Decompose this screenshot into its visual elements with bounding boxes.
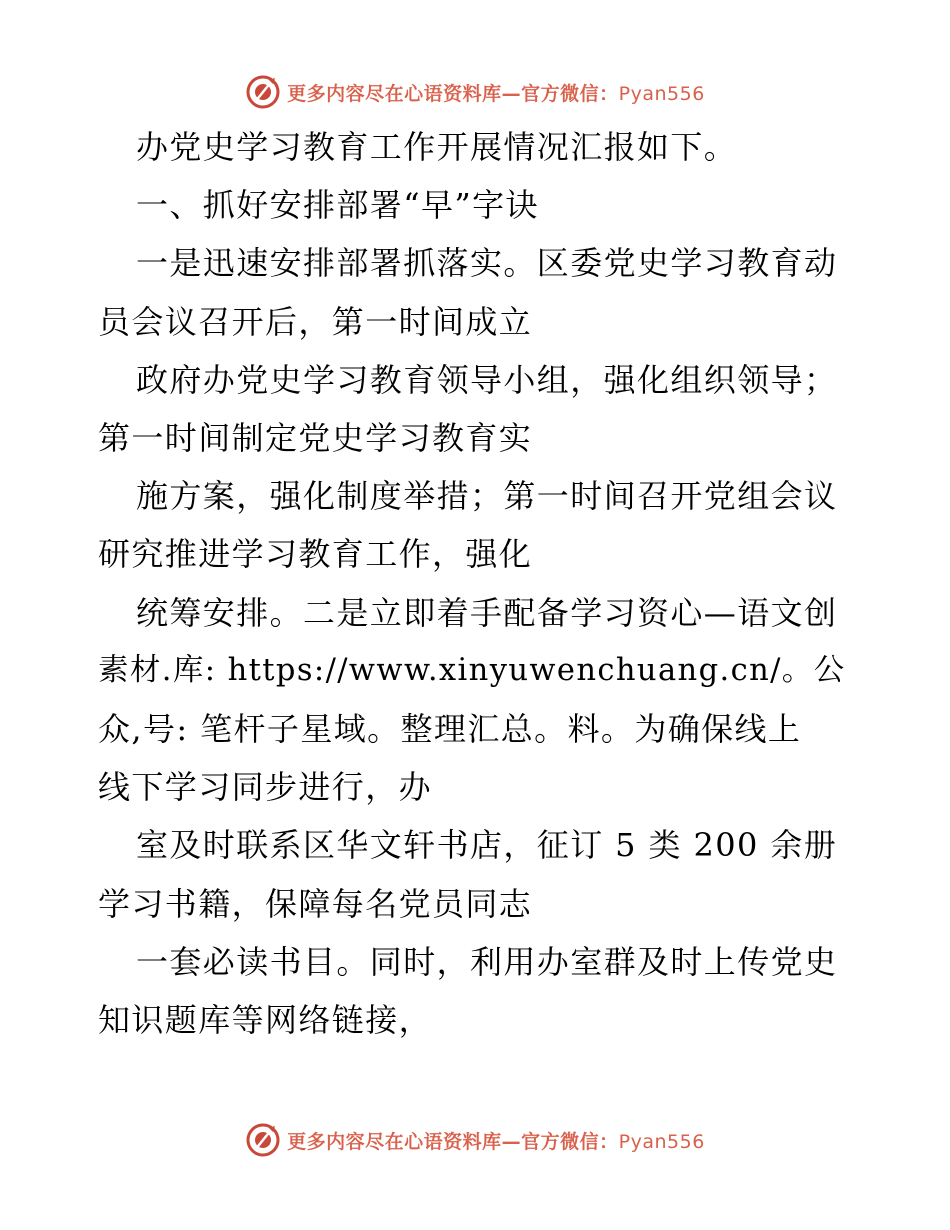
watermark-text: 更多内容尽在心语资料库—官方微信：Pyan556 [287,82,705,105]
text-line: 学习书籍，保障每名党员同志 [98,884,533,923]
text-line: 知识题库等网络链接， [98,1001,433,1039]
seal-logo-icon [245,74,281,110]
text-line: 线下学习同步进行，办 [98,768,433,807]
watermark-header [0,72,950,112]
text-line: 室及时联系区华文轩书店，征订 5 类 200 余册 [136,826,838,865]
text-line: 研究推进学习教育工作，强化 [98,535,533,574]
text-line: 政府办党史学习教育领导小组，强化组织领导； [136,360,838,399]
text-line: 办党史学习教育工作开展情况汇报如下。 [136,128,738,166]
text-line: 众,号: 笔杆子星域。整理汇总。料。为确保线上 [98,710,802,748]
text-line: 一、抓好安排部署“早”字诀 [136,186,539,225]
watermark-footer [0,1120,950,1160]
text-line: 第一时间制定党史学习教育实 [98,419,533,457]
watermark-text: 更多内容尽在心语资料库—官方微信：Pyan556 [287,1130,705,1153]
seal-logo-icon [245,1122,281,1158]
text-line: 施方案，强化制度举措；第一时间召开党组会议 [136,477,838,516]
text-line: 一是迅速安排部署抓落实。区委党史学习教育动 [136,244,838,283]
text-line: 员会议召开后，第一时间成立 [98,302,533,341]
text-line: 统筹安排。二是立即着手配备学习资心—语文创 [136,593,838,632]
text-line: 一套必读书目。同时，利用办室群及时上传党史 [136,942,838,981]
text-line: 素材.库: https://www.xinyuwenchuang.cn/。公 [98,652,846,688]
